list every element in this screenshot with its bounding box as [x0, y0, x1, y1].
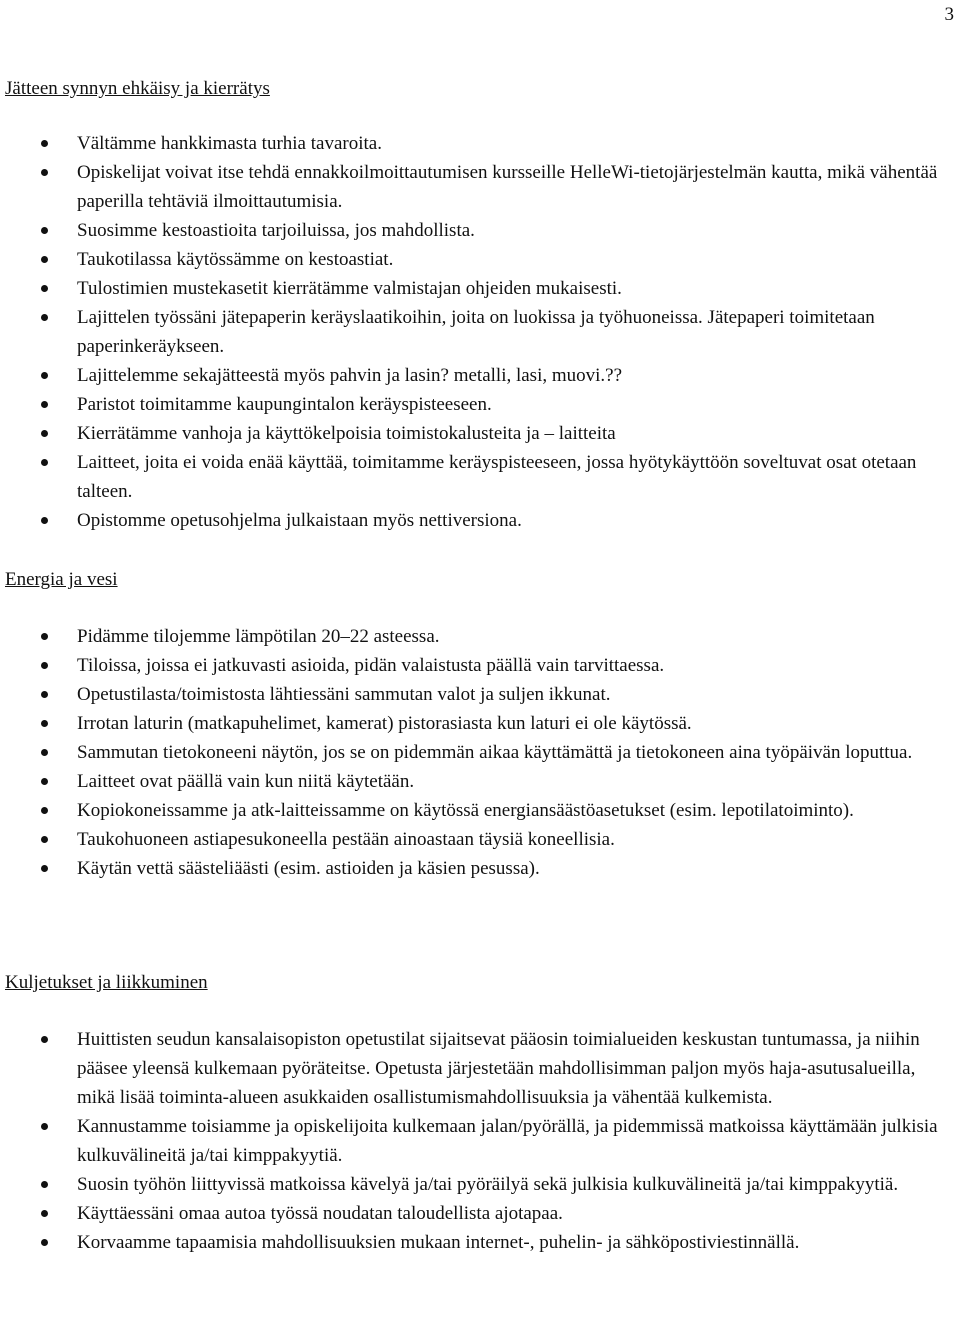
list-item: [0, 738, 955, 767]
list-item: [0, 1170, 955, 1199]
list-item-text: Sammutan tietokoneeni näytön, jos se on pidemmän aikaa käyttämättä ja tietokoneen aina työpäivän loputtua.: [77, 742, 913, 763]
bullet-icon: [41, 1210, 48, 1217]
bullet-icon: [41, 691, 48, 698]
list-item: [0, 1199, 955, 1228]
bullet-list-energy: [0, 622, 955, 883]
list-item-text: Kannustamme toisiamme ja opiskelijoita kulkemaan jalan/pyörällä, ja pidemmissä matkoissa käyttämään julkisia kulkuvälineitä ja/tai kimppakyytiä.: [77, 1116, 938, 1166]
list-item: [0, 1025, 955, 1112]
list-item-text: Suosin työhön liittyvissä matkoissa kävelyä ja/tai pyöräilyä sekä julkisia kulkuvälineitä ja/tai kimppakyytiä.: [77, 1174, 899, 1195]
bullet-icon: [41, 1239, 48, 1246]
list-item-text: Kopiokoneissamme ja atk-laitteissamme on käytössä energiansäästöasetukset (esim. lepotilatoiminto).: [77, 800, 854, 821]
list-item: [0, 448, 955, 506]
bullet-list-waste: [0, 129, 955, 535]
bullet-icon: [41, 372, 48, 379]
bullet-icon: [41, 517, 48, 524]
list-item: [0, 767, 955, 796]
list-item: [0, 245, 955, 274]
list-item: [0, 129, 955, 158]
list-item-text: Laitteet ovat päällä vain kun niitä käytetään.: [77, 771, 415, 792]
bullet-icon: [41, 778, 48, 785]
bullet-icon: [41, 1181, 48, 1188]
list-item-text: Laitteet, joita ei voida enää käyttää, toimitamme keräyspisteeseen, jossa hyötykäyttöön soveltuvat osat otetaan talteen.: [77, 452, 917, 502]
list-item: [0, 825, 955, 854]
bullet-icon: [41, 256, 48, 263]
list-item: [0, 274, 955, 303]
list-item: [0, 651, 955, 680]
bullet-icon: [41, 1036, 48, 1043]
list-item-text: Kierrätämme vanhoja ja käyttökelpoisia toimistokalusteita ja – laitteita: [77, 423, 616, 444]
list-item: [0, 158, 955, 216]
list-item: [0, 1112, 955, 1170]
list-item-text: Taukohuoneen astiapesukoneella pestään ainoastaan täysiä koneellisia.: [77, 829, 615, 850]
list-item-text: Lajittelen työssäni jätepaperin keräyslaatikoihin, joita on luokissa ja työhuoneissa. Jätepaperi toimitetaan paperinkeräykseen.: [77, 307, 875, 357]
list-item-text: Paristot toimitamme kaupungintalon keräyspisteeseen.: [77, 394, 492, 415]
bullet-icon: [41, 633, 48, 640]
bullet-icon: [41, 140, 48, 147]
section-heading-energy: Energia ja vesi: [5, 569, 118, 590]
list-item-text: Opiskelijat voivat itse tehdä ennakkoilmoittautumisen kursseille HelleWi-tietojärjestelmän kautta, mikä vähentää paperilla tehtäviä ilmoittautumisia.: [77, 162, 938, 212]
list-item: [0, 216, 955, 245]
list-item: [0, 622, 955, 651]
bullet-icon: [41, 807, 48, 814]
bullet-list-transport: [0, 1025, 955, 1257]
list-item-text: Opetustilasta/toimistosta lähtiessäni sammutan valot ja suljen ikkunat.: [77, 684, 611, 705]
bullet-icon: [41, 227, 48, 234]
bullet-icon: [41, 314, 48, 321]
list-item: [0, 709, 955, 738]
bullet-icon: [41, 749, 48, 756]
list-item-text: Vältämme hankkimasta turhia tavaroita.: [77, 133, 382, 154]
list-item-text: Lajittelemme sekajätteestä myös pahvin ja lasin? metalli, lasi, muovi.??: [77, 365, 623, 386]
list-item-text: Käyttäessäni omaa autoa työssä noudatan taloudellista ajotapaa.: [77, 1203, 563, 1224]
list-item: [0, 419, 955, 448]
list-item: [0, 361, 955, 390]
list-item-text: Opistomme opetusohjelma julkaistaan myös nettiversiona.: [77, 510, 522, 531]
section-heading-transport: Kuljetukset ja liikkuminen: [5, 972, 208, 993]
list-item-text: Tulostimien mustekasetit kierrätämme valmistajan ohjeiden mukaisesti.: [77, 278, 622, 299]
list-item: [0, 390, 955, 419]
bullet-icon: [41, 401, 48, 408]
bullet-icon: [41, 865, 48, 872]
bullet-icon: [41, 285, 48, 292]
bullet-icon: [41, 836, 48, 843]
bullet-icon: [41, 720, 48, 727]
bullet-icon: [41, 662, 48, 669]
list-item-text: Korvaamme tapaamisia mahdollisuuksien mukaan internet-, puhelin- ja sähköpostiviestinnällä.: [77, 1232, 800, 1253]
list-item-text: Suosimme kestoastioita tarjoiluissa, jos mahdollista.: [77, 220, 475, 241]
list-item-text: Tiloissa, joissa ei jatkuvasti asioida, pidän valaistusta päällä vain tarvittaessa.: [77, 655, 665, 676]
page-number: 3: [944, 4, 954, 25]
list-item: [0, 303, 955, 361]
list-item: [0, 680, 955, 709]
bullet-icon: [41, 169, 48, 176]
bullet-icon: [41, 459, 48, 466]
list-item-text: Huittisten seudun kansalaisopiston opetustilat sijaitsevat pääosin toimialueiden keskustan tuntumassa, ja niihin pääsee yleensä kulkemaan pyöräteitse. Opetusta järjestetään mahdollisimman paljon myös haja-asutusalueilla, mikä lisää toiminta-alueen asukkaiden osallistumismahdollisuuksia ja vähentää kulkemista.: [77, 1029, 920, 1108]
list-item-text: Irrotan laturin (matkapuhelimet, kamerat) pistorasiasta kun laturi ei ole käytössä.: [77, 713, 692, 734]
list-item: [0, 506, 955, 535]
list-item-text: Pidämme tilojemme lämpötilan 20–22 asteessa.: [77, 626, 440, 647]
section-heading-waste: Jätteen synnyn ehkäisy ja kierrätys: [5, 78, 270, 99]
list-item: [0, 796, 955, 825]
list-item: [0, 1228, 955, 1257]
list-item: [0, 854, 955, 883]
list-item-text: Taukotilassa käytössämme on kestoastiat.: [77, 249, 394, 270]
bullet-icon: [41, 1123, 48, 1130]
bullet-icon: [41, 430, 48, 437]
list-item-text: Käytän vettä säästeliäästi (esim. astioiden ja käsien pesussa).: [77, 858, 540, 879]
